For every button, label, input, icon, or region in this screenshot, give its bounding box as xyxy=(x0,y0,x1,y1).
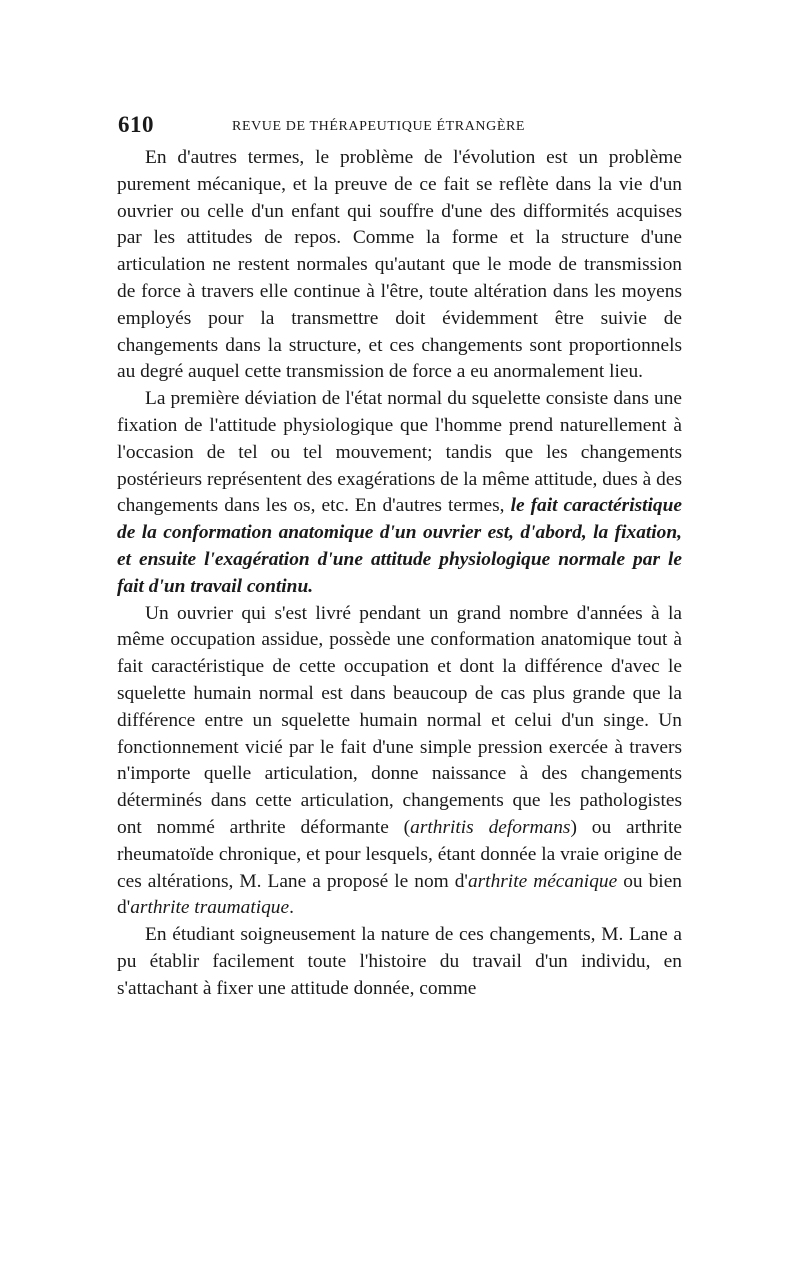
page-number: 610 xyxy=(118,112,154,137)
paragraph-3-text-2: ) ou arthrite rheumatoïde chronique, et pour lesquels, étant donnée la vraie origine de ces altérations, M. Lane a proposé le nom d' xyxy=(117,816,682,892)
paragraph-3-italic-3: arthrite traumatique xyxy=(130,897,290,919)
paragraph-4: En étudiant soigneusement la nature de ces changements, M. Lane a pu établir facilement toute l'histoire du travail d'un individu, en s'attachant à fixer une attitude donnée, comme xyxy=(117,924,682,999)
paragraph-3-italic-2: arthrite mécanique xyxy=(467,870,618,892)
paragraph-3-italic-1: arthritis deformans xyxy=(410,816,571,838)
body-text xyxy=(117,145,682,1003)
paragraph-2-text: La première déviation de l'état normal du squelette consiste dans une fixation de l'attitude physiologique que l'homme prend naturellement à l'occasion de tel ou tel mouvement; tandis que les changements postérieurs représentent des exagérations de la même attitude, dues à des changements dans les os, etc. En d'autres termes, xyxy=(117,388,682,517)
paragraph-2-emphasis: le fait caractéristique de la conformation anatomique d'un ouvrier est, d'abord, la fixation, et ensuite l'exagération d'une attitude physiologique normale par le fait d'un travail continu. xyxy=(117,495,683,597)
paragraph-3 xyxy=(117,601,682,923)
paragraph-2 xyxy=(117,386,682,600)
paragraph-1: En d'autres termes, le problème de l'évolution est un problème purement mécanique, et la preuve de ce fait se reflète dans la vie d'un ouvrier ou celle d'un enfant qui souffre d'une des difformités acquises par les attitudes de repos. Comme la forme et la structure d'une articulation ne restent normales qu'autant que le mode de transmission de force à travers elle continue à l'être, toute altération dans les moyens employés pour la transmettre doit évidemment être suivie de changements dans la structure, et ces changements sont proportionnels au degré auquel cette transmission de force a eu anormalement lieu. xyxy=(117,147,682,383)
paragraph-3-text-3: ou bien d' xyxy=(117,870,682,919)
running-title: REVUE DE THÉRAPEUTIQUE ÉTRANGÈRE xyxy=(232,119,526,134)
paragraph-3-text-4: . xyxy=(289,897,294,919)
paragraph-3-text-1: Un ouvrier qui s'est livré pendant un grand nombre d'années à la même occupation assidue, possède une conformation anatomique tout à fait caractéristique de cette occupation et dont la différence d'avec le squelette humain normal est dans beaucoup de cas plus grande que la différence entre un squelette humain normal et celui d'un singe. Un fonctionnement vicié par le fait d'une simple pression exercée à travers n'importe quelle articulation, donne naissance à des changements déterminés dans cette articulation, changements que les pathologistes ont nommé arthrite déformante ( xyxy=(117,602,682,838)
